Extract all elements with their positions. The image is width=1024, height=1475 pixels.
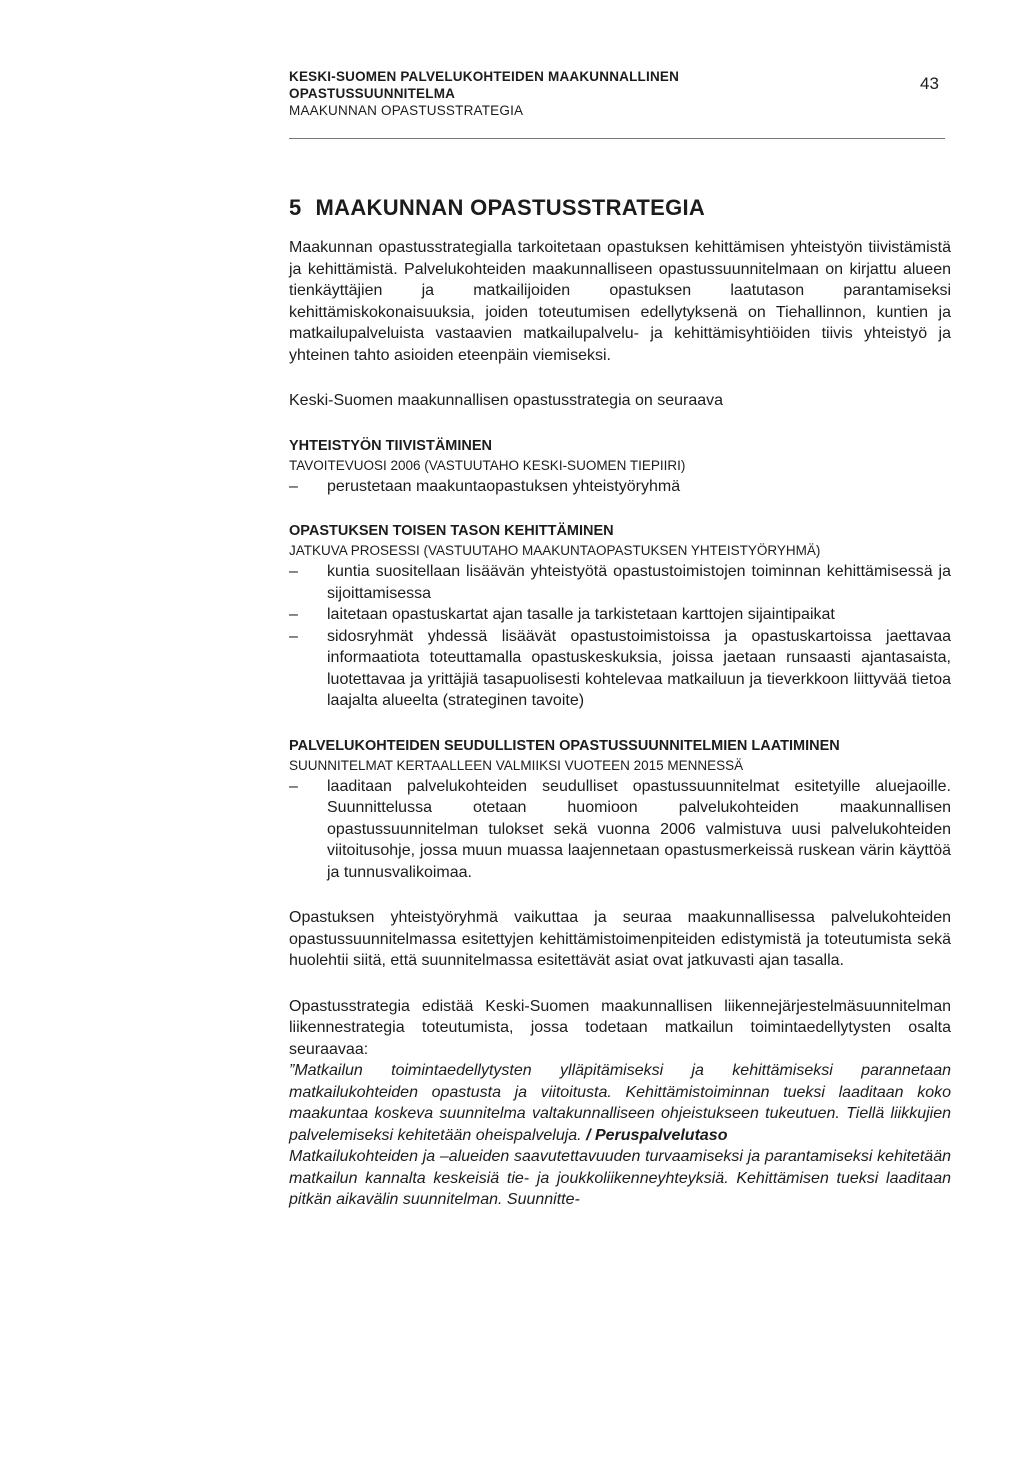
dash-bullet: – — [289, 606, 298, 623]
section-list — [289, 776, 951, 884]
list-item — [289, 626, 951, 712]
chapter-heading — [289, 195, 951, 221]
section-cooperation — [289, 436, 951, 498]
chapter-title: MAAKUNNAN OPASTUSSTRATEGIA — [315, 195, 706, 220]
section-list — [289, 561, 951, 712]
quote-accessibility: Matkailukohteiden ja –alueiden saavutettavuuden turvaamiseksi ja parantamiseksi kehitetään matkailun kannalta keskeisiä tie- ja joukkoliikenneyhteyksiä. Kehittämisen tueksi laaditaan pitkän aikavälin suunnitelman. Suunnitte- — [289, 1148, 951, 1208]
section-regional-plans — [289, 736, 951, 884]
quote-tag: / Peruspalvelutaso — [586, 1126, 728, 1144]
running-header — [289, 68, 929, 120]
intro-paragraph: Maakunnan opastusstrategialla tarkoitetaan opastuksen kehittämisen yhteistyön tiivistämistä ja kehittämistä. Palvelukohteiden maakunnalliseen opastussuunnitelmaan on kirjattu alueen tienkäyttäjien ja matkailijoiden opastuksen laatutason parantamiseksi kehittämiskokonaisuuksia, joiden toteutumisen edellytyksenä on Tiehallinnon, kuntien ja matkailupalveluista vastaavien matkailupalvelu- ja kehittämisyhtiöiden tiivis yhteistyö ja yhteinen tahto asioiden eteenpäin viemiseksi. — [289, 239, 951, 364]
header-line-2: OPASTUSSUUNNITELMA — [289, 86, 456, 101]
header-rule — [289, 138, 945, 139]
section-subtitle: JATKUVA PROSESSI (VASTUUTAHO MAAKUNTAOPASTUKSEN YHTEISTYÖRYHMÄ) — [289, 543, 821, 558]
section-title: YHTEISTYÖN TIIVISTÄMINEN — [289, 437, 493, 454]
dash-bullet: – — [289, 477, 298, 495]
list-item — [289, 604, 951, 626]
list-item — [289, 476, 951, 498]
section-second-level — [289, 521, 951, 712]
section-subtitle: SUUNNITELMAT KERTAALLEEN VALMIIKSI VUOTEEN 2015 MENNESSÄ — [289, 757, 744, 773]
dash-bullet: – — [289, 777, 298, 795]
strategy-paragraph: Opastusstrategia edistää Keski-Suomen maakunnallisen liikennejärjestelmäsuunnitelman liikennestrategia toteutumista, jossa todetaan matkailun toimintaedellytysten osalta seuraavaa: — [289, 997, 951, 1058]
list-item-text: sidosryhmät yhdessä lisäävät opastustoimistoissa ja opastuskartoissa jaettavaa informaatiota toteuttamalla opastuskeskuksia, joissa jaetaan runsaasti ajantasaista, luotettavaa ja yrittäjiä tasapuolisesti kohtelevaa matkailuun ja tieverkkoon liittyvää tietoa laajalta alueelta (strateginen tavoite) — [327, 627, 951, 709]
list-item-text: laitetaan opastuskartat ajan tasalle ja tarkistetaan karttojen sijaintipaikat — [327, 606, 835, 623]
dash-bullet: – — [289, 563, 298, 580]
section-title: PALVELUKOHTEIDEN SEUDULLISTEN OPASTUSSUUNNITELMIEN LAATIMINEN — [289, 737, 840, 754]
lead-paragraph: Keski-Suomen maakunnallisen opastusstrategia on seuraava — [289, 392, 724, 409]
list-item-text: kuntia suositellaan lisäävän yhteistyötä opastustoimistojen toiminnan kehittämisessä ja sijoittamisessa — [327, 563, 951, 602]
header-line-1: KESKI-SUOMEN PALVELUKOHTEIDEN MAAKUNNALLINEN — [289, 69, 680, 84]
section-subtitle: TAVOITEVUOSI 2006 (VASTUUTAHO KESKI-SUOMEN TIEPIIRI) — [289, 457, 686, 473]
list-item — [289, 561, 951, 604]
page-number: 43 — [920, 74, 939, 93]
section-list — [289, 476, 951, 498]
list-item-text: perustetaan maakuntaopastuksen yhteistyöryhmä — [327, 477, 681, 495]
dash-bullet: – — [289, 627, 298, 645]
chapter-number: 5 — [289, 195, 302, 220]
section-title: OPASTUKSEN TOISEN TASON KEHITTÄMINEN — [289, 523, 614, 539]
main-content — [289, 195, 951, 1211]
list-item — [289, 776, 951, 884]
cooperation-group-paragraph: Opastuksen yhteistyöryhmä vaikuttaa ja seuraa maakunnallisessa palvelukohteiden opastussuunnitelmassa esitettyjen kehittämistoimenpiteiden edistymistä ja toteutumista sekä huolehtii siitä, että suunnitelmassa esitettävät asiat ovat jatkuvasti ajan tasalla. — [289, 909, 951, 969]
quote-tourism — [289, 1060, 951, 1146]
quote-text: ”Matkailun toimintaedellytysten ylläpitämiseksi ja kehittämiseksi parannetaan matkailukohteiden opastusta ja viitoitusta. Kehittämistoiminnan tueksi laaditaan koko maakuntaa koskeva suunnitelma valtakunnalliseen ohjeistukseen tukeutuen. Tiellä liikkujien palvelemiseksi kehitetään oheispalveluja. — [289, 1062, 951, 1144]
list-item-text: laaditaan palvelukohteiden seudulliset opastussuunnitelmat esitetyille aluejaoille. Suunnittelussa otetaan huomioon palvelukohteiden maakunnallisen opastussuunnitelman tulokset sekä vuonna 2006 valmistuva uusi palvelukohteiden viitoitusohje, jossa muun muassa laajennetaan opastusmerkeissä ruskean värin käyttöä ja tunnusvalikoimaa. — [327, 777, 951, 881]
header-line-3: MAAKUNNAN OPASTUSSTRATEGIA — [289, 103, 524, 118]
